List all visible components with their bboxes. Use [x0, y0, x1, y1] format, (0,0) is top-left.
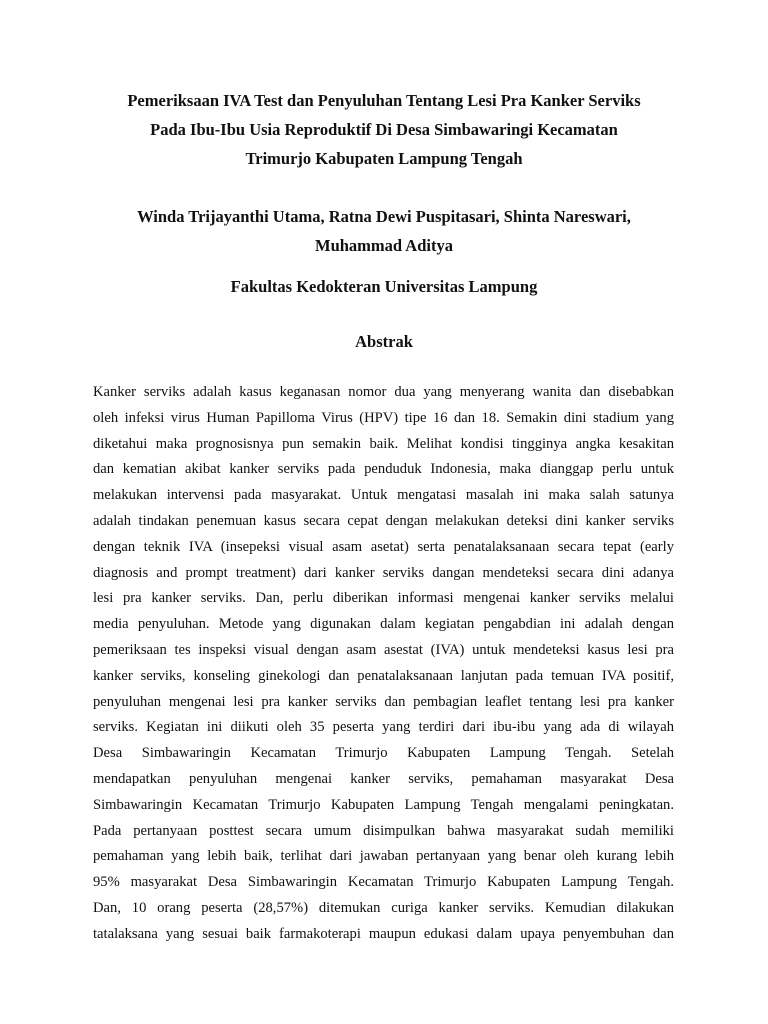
- abstract-line: diagnosis and prompt treatment) dari kanker serviks dangan mendeteksi secara dini adanya: [93, 564, 674, 581]
- abstract-line: diketahui maka prognosisnya pun semakin baik. Melihat kondisi tingginya angka kesakitan: [93, 435, 674, 452]
- abstract-line: adalah tindakan penemuan kasus secara cepat dengan melakukan deteksi dini kanker serviks: [93, 512, 674, 529]
- abstract-line: pemahaman yang lebih baik, terlihat dari jawaban pertanyaan yang benar oleh kurang lebih: [93, 848, 674, 865]
- author-line: Winda Trijayanthi Utama, Ratna Dewi Puspitasari, Shintа Nareswari,: [137, 207, 631, 226]
- abstract-line: lesi pra kanker serviks. Dan, perlu diberikan informasi mengenai kanker serviks melalui: [93, 590, 674, 607]
- abstract-line: Desa Simbawaringin Kecamatan Trimurjo Kabupaten Lampung Tengah. Setelah: [93, 745, 674, 762]
- abstract-line: Kanker serviks adalah kasus keganasan nomor dua yang menyerang wanita dan disebabkan: [93, 384, 674, 400]
- abstract-line: 95% masyarakat Desa Simbawaringin Kecamatan Trimurjo Kabupaten Lampung Tengah.: [93, 874, 674, 891]
- abstract-heading: Abstrak: [355, 332, 413, 351]
- author-list: [60, 202, 708, 260]
- abstract-line: Simbawaringin Kecamatan Trimurjo Kabupaten Lampung Tengah mengalami peningkatan.: [93, 796, 674, 813]
- abstract-line: melakukan intervensi pada masyarakat. Untuk mengatasi masalah ini maka salah satunya: [93, 487, 674, 504]
- title-line: Pemeriksaan IVA Test dan Penyuluhan Tentang Lesi Pra Kanker Serviks: [127, 91, 641, 110]
- abstract-line: mendapatkan penyuluhan mengenai kanker serviks, pemahaman masyarakat Desa: [93, 770, 674, 787]
- abstract-line: pemeriksaan tes inspeksi visual dengan asam asestat (IVA) untuk mendeteksi kasus lesi pra: [93, 641, 674, 658]
- abstract-line: oleh infeksi virus Human Papilloma Virus (HPV) tipe 16 dan 18. Semakin dini stadium yang: [93, 409, 674, 426]
- author-line: Muhammad Aditya: [315, 236, 453, 255]
- abstract-line: serviks. Kegiatan ini diikuti oleh 35 peserta yang terdiri dari ibu-ibu yang ada di wilayah: [93, 719, 674, 736]
- abstract-line: dan kematian akibat kanker serviks pada penduduk Indonesia, maka dianggap perlu untuk: [93, 461, 674, 478]
- paper-title: [60, 86, 708, 173]
- abstract-line: kanker serviks, konseling ginekologi dan penatalaksanaan lanjutan pada temuan IVA positif,: [93, 667, 674, 684]
- abstract-line: media penyuluhan. Metode yang digunakan dalam kegiatan pengabdian ini adalah dengan: [93, 616, 674, 633]
- title-line: Trimurjo Kabupaten Lampung Tengah: [245, 149, 523, 168]
- abstract-line: tatalaksana yang sesuai baik farmakoterapi maupun edukasi dalam upaya penyembuhan dan: [93, 925, 674, 942]
- abstract-line: Pada pertanyaan posttest secara umum disimpulkan bahwa masyarakat sudah memiliki: [93, 822, 674, 839]
- abstract-line: penyuluhan mengenai lesi pra kanker serviks dan pembagian leaflet tentang lesi pra kanker: [93, 693, 674, 710]
- abstract-body: [93, 380, 674, 948]
- abstract-line: dengan teknik IVA (insepeksi visual asam asetat) serta penatalaksanaan secara tepat (early: [93, 538, 674, 555]
- abstract-line: Dan, 10 orang peserta (28,57%) ditemukan curiga kanker serviks. Kemudian dilakukan: [93, 899, 674, 916]
- affiliation: Fakultas Kedokteran Universitas Lampung: [230, 277, 538, 296]
- title-line: Pada Ibu-Ibu Usia Reproduktif Di Desa Simbawaringi Kecamatan: [150, 120, 618, 139]
